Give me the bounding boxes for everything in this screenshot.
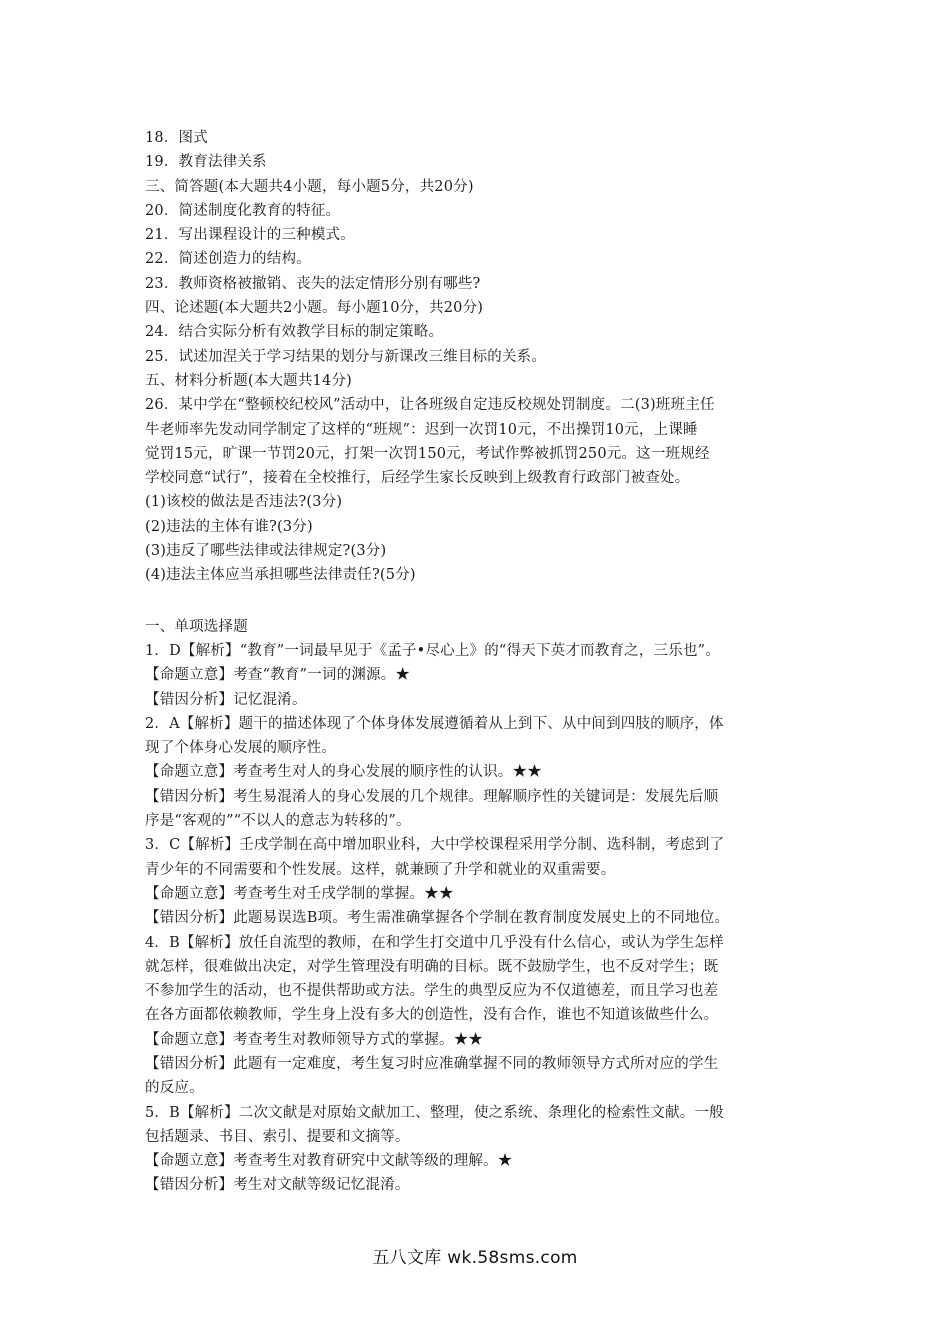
text-line: 23．教师资格被撤销、丧失的法定情形分别有哪些? — [145, 275, 481, 292]
text-line: 的反应。 — [145, 1080, 204, 1097]
text-line: 19．教育法律关系 — [145, 154, 267, 171]
text-line: 18．图式 — [145, 130, 208, 146]
section-heading: 五、材料分析题(本大题共14分) — [145, 372, 352, 389]
text-line: (1)该校的做法是否违法?(3分) — [145, 494, 343, 511]
text-line: 不参加学生的活动，也不提供帮助或方法。学生的典型反应为不仅道德差，而且学习也差 — [145, 983, 719, 1000]
text-line: 【错因分析】考生对文献等级记忆混淆。 — [145, 1177, 410, 1194]
text-line: 【错因分析】记忆混淆。 — [145, 691, 307, 708]
document-body — [145, 126, 825, 1198]
text-line: (4)违法主体应当承担哪些法律责任?(5分) — [145, 567, 416, 584]
text-line: 22．简述创造力的结构。 — [145, 251, 311, 268]
text-line: 学校同意“试行”，接着在全校推行，后经学生家长反映到上级教育行政部门被查处。 — [145, 470, 690, 487]
text-line: 2．A【解析】题干的描述体现了个体身体发展遵循着从上到下、从中间到四肢的顺序，体 — [145, 715, 724, 732]
text-line: 【命题立意】考查考生对人的身心发展的顺序性的认识。★★ — [145, 764, 542, 781]
text-line: 21．写出课程设计的三种模式。 — [145, 227, 355, 244]
text-line: 25．试述加涅关于学习结果的划分与新课改三维目标的关系。 — [145, 348, 547, 365]
answers-section — [145, 615, 825, 1198]
text-line: (2)违法的主体有谁?(3分) — [145, 518, 313, 535]
footer-watermark: 五八文库 wk.58sms.com — [372, 1248, 578, 1268]
text-line: 24．结合实际分析有效教学目标的制定策略。 — [145, 324, 444, 341]
text-line: 【错因分析】考生易混淆人的身心发展的几个规律。理解顺序性的关键词是：发展先后顺 — [145, 788, 719, 805]
section-gap — [145, 588, 825, 615]
text-line: 序是“客观的”“不以人的意志为转移的”。 — [145, 813, 411, 830]
text-line: 4．B【解析】放任自流型的教师，在和学生打交道中几乎没有什么信心，或认为学生怎样 — [145, 934, 724, 951]
section-heading: 一、单项选择题 — [145, 618, 248, 635]
text-line: 青少年的不同需要和个性发展。这样，就兼顾了升学和就业的双重需要。 — [145, 861, 616, 878]
text-line: 3．C【解析】壬戌学制在高中增加职业科，大中学校课程采用学分制、选科制，考虑到了 — [145, 837, 725, 854]
text-line: 【错因分析】此题易误选B项。考生需准确掌握各个学制在教育制度发展史上的不同地位。 — [145, 910, 730, 927]
text-line: 1．D【解析】“教育”一词最早见于《孟子•尽心上》的“得天下英才而教育之，三乐也”。 — [145, 642, 720, 659]
text-line: 【命题立意】考查考生对教育研究中文献等级的理解。★ — [145, 1153, 513, 1170]
text-line: 觉罚15元，旷课一节罚20元，打架一次罚150元，考试作弊被抓罚250元。这一班规经 — [145, 445, 710, 462]
text-line: 【错因分析】此题有一定难度，考生复习时应准确掌握不同的教师领导方式所对应的学生 — [145, 1055, 719, 1072]
text-line: 包括题录、书目、索引、提要和文摘等。 — [145, 1128, 410, 1145]
text-line: 就怎样，很难做出决定，对学生管理没有明确的目标。既不鼓励学生，也不反对学生；既 — [145, 958, 719, 975]
section-heading: 四、论述题(本大题共2小题。每小题10分，共20分) — [145, 300, 484, 317]
questions-section — [145, 126, 825, 588]
text-line: 【命题立意】考查“教育”一词的渊源。★ — [145, 667, 411, 684]
text-line: 【命题立意】考查考生对壬戌学制的掌握。★★ — [145, 885, 454, 902]
text-line: 在各方面都依赖教师，学生身上没有多大的创造性，没有合作，谁也不知道该做些什么。 — [145, 1007, 719, 1024]
section-heading: 三、简答题(本大题共4小题，每小题5分，共20分) — [145, 178, 474, 195]
text-line: 现了个体身心发展的顺序性。 — [145, 740, 337, 757]
text-line: 20．简述制度化教育的特征。 — [145, 202, 341, 219]
text-line: 【命题立意】考查考生对教师领导方式的掌握。★★ — [145, 1031, 484, 1048]
text-line: 5．B【解析】二次文献是对原始文献加工、整理，使之系统、条理化的检索性文献。一般 — [145, 1104, 724, 1121]
text-line: 26．某中学在“整顿校纪校风”活动中，让各班级自定违反校规处罚制度。二(3)班班主任 — [145, 397, 715, 414]
text-line: (3)违反了哪些法律或法律规定?(3分) — [145, 543, 387, 560]
text-line: 牛老师率先发动同学制定了这样的“班规”：迟到一次罚10元，不出操罚10元，上课睡 — [145, 421, 698, 438]
